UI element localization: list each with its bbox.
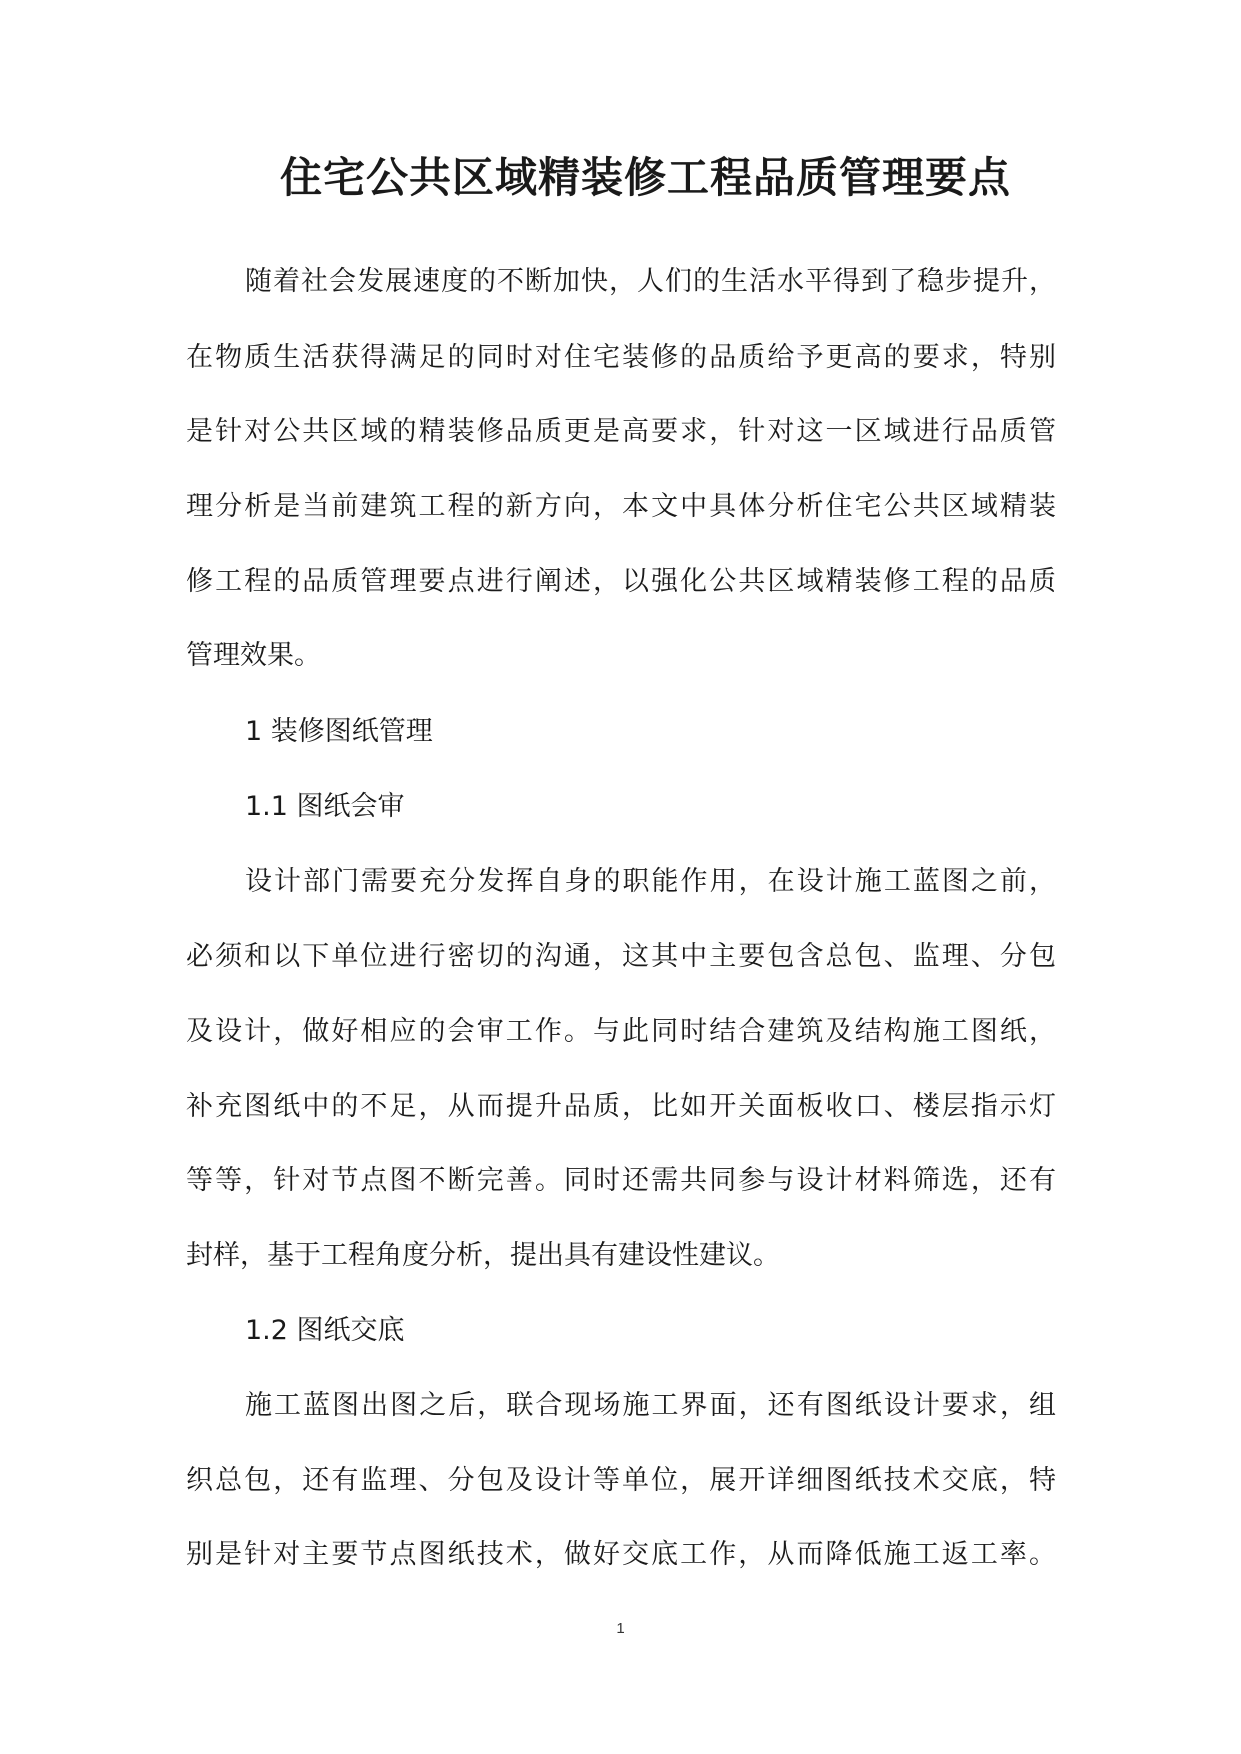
- document-title: 住宅公共区域精装修工程品质管理要点: [279, 153, 1011, 202]
- section-1-1-line-2: 必须和以下单位进行密切的沟通，这其中主要包含总包、监理、分包: [186, 941, 1056, 972]
- section-1-1-line-3: 及设计，做好相应的会审工作。与此同时结合建筑及结构施工图纸，: [186, 1016, 1056, 1047]
- section-heading-1-1: 1.1 图纸会审: [245, 791, 405, 822]
- intro-line-6: 管理效果。: [186, 640, 321, 671]
- section-1-1-line-6: 封样，基于工程角度分析，提出具有建设性建议。: [186, 1240, 780, 1271]
- section-1-2-line-1: 施工蓝图出图之后，联合现场施工界面，还有图纸设计要求，组: [245, 1390, 1056, 1421]
- section-1-2-line-3: 别是针对主要节点图纸技术，做好交底工作，从而降低施工返工率。: [186, 1539, 1056, 1570]
- intro-line-2: 在物质生活获得满足的同时对住宅装修的品质给予更高的要求，特别: [186, 342, 1056, 373]
- section-1-1-line-1: 设计部门需要充分发挥自身的职能作用，在设计施工蓝图之前，: [245, 866, 1056, 897]
- intro-line-1: 随着社会发展速度的不断加快，人们的生活水平得到了稳步提升，: [245, 266, 1056, 297]
- intro-line-4: 理分析是当前建筑工程的新方向，本文中具体分析住宅公共区域精装: [186, 491, 1056, 522]
- intro-line-5: 修工程的品质管理要点进行阐述，以强化公共区域精装修工程的品质: [186, 566, 1056, 597]
- section-heading-1-2: 1.2 图纸交底: [245, 1315, 405, 1346]
- section-1-1-line-4: 补充图纸中的不足，从而提升品质，比如开关面板收口、楼层指示灯: [186, 1091, 1056, 1122]
- intro-line-3: 是针对公共区域的精装修品质更是高要求，针对这一区域进行品质管: [186, 416, 1056, 447]
- page-number: 1: [616, 1620, 625, 1637]
- section-1-2-line-2: 织总包，还有监理、分包及设计等单位，展开详细图纸技术交底，特: [186, 1465, 1056, 1496]
- section-heading-1: 1 装修图纸管理: [245, 716, 433, 747]
- section-1-1-line-5: 等等，针对节点图不断完善。同时还需共同参与设计材料筛选，还有: [186, 1165, 1056, 1196]
